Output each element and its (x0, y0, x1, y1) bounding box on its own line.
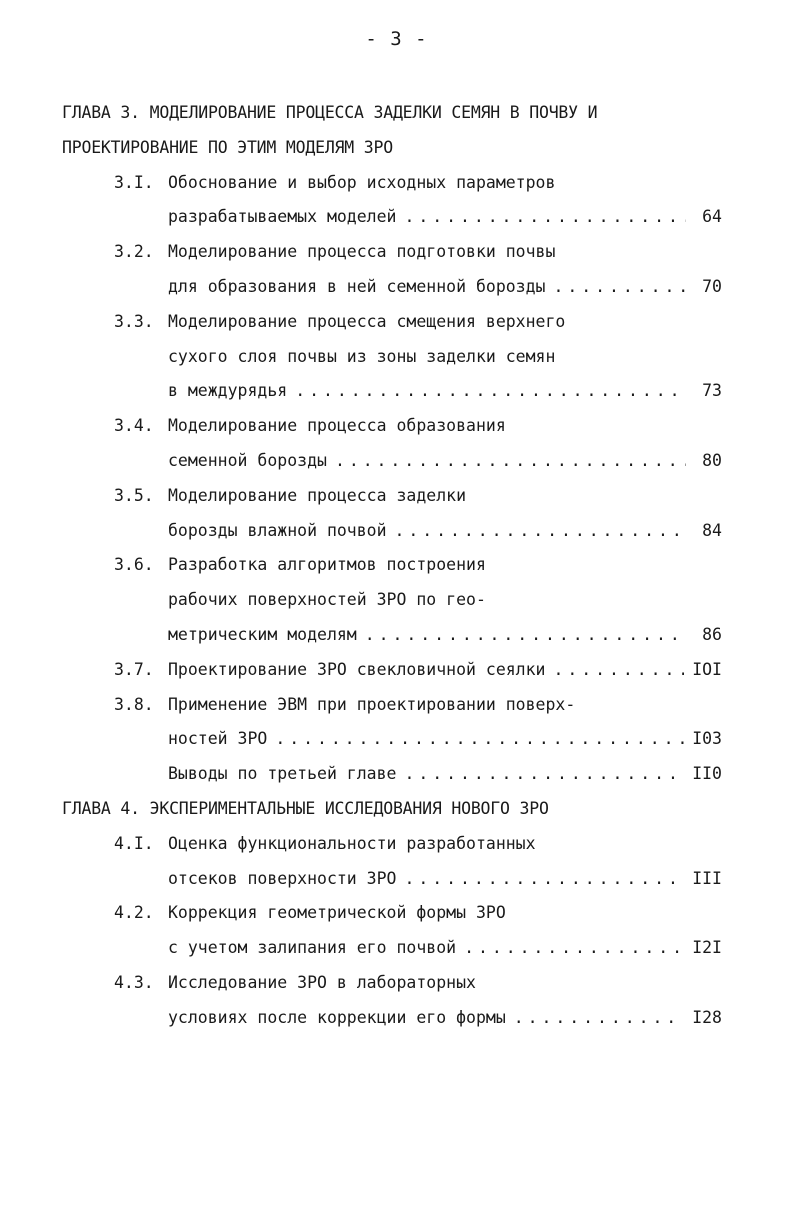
section-number: 3.2. (114, 242, 154, 262)
toc-entry-3-5 (62, 479, 722, 514)
dot-leader (554, 270, 687, 305)
section-number: 3.5. (114, 485, 154, 505)
section-title-cont: в междурядья (168, 381, 288, 401)
dot-leader (404, 862, 684, 897)
toc-entry-4-1-cont (62, 862, 722, 897)
dot-leader (295, 374, 686, 409)
section-number: 3.8. (114, 694, 154, 714)
dot-leader (404, 200, 686, 235)
toc-entry-3-3-cont-1 (62, 340, 722, 375)
section-number: 3.3. (114, 311, 154, 331)
section-number: 4.2. (114, 903, 154, 923)
toc-entry-4-3-cont (62, 1001, 722, 1036)
toc-entry-3-6-cont-2 (62, 618, 722, 653)
page-ref: 84 (702, 520, 722, 540)
section-number: 3.I. (114, 172, 154, 192)
section-number: 4.I. (114, 833, 154, 853)
section-title-cont: сухого слоя почвы из зоны заделки семян (168, 346, 556, 366)
section-number: 3.7. (114, 659, 154, 679)
toc-entry-conclusions-3 (62, 757, 722, 792)
toc-entry-3-5-cont (62, 514, 722, 549)
section-title-cont: борозды влажной почвой (168, 520, 387, 540)
section-title: Применение ЭВМ при проектировании поверх- (168, 694, 576, 714)
section-title: Коррекция геометрической формы ЗРО (168, 903, 506, 923)
section-title: Проектирование ЗРО свекловичной сеялки (168, 659, 546, 679)
toc-entry-4-1 (62, 827, 722, 862)
toc-entry-3-7 (62, 653, 722, 688)
dot-leader (554, 653, 685, 688)
section-title: Разработка алгоритмов построения (168, 555, 486, 575)
section-number: 3.6. (114, 555, 154, 575)
page-ref: 86 (702, 624, 722, 644)
section-title-cont: разрабатываемых моделей (168, 207, 397, 227)
section-title-cont: метрическим моделям (168, 624, 357, 644)
section-title-cont: с учетом залипания его почвой (168, 938, 457, 958)
toc-entry-4-2-cont (62, 931, 722, 966)
page-ref: 80 (702, 450, 722, 470)
section-title: Исследование ЗРО в лабораторных (168, 972, 476, 992)
page-ref: I03 (692, 729, 722, 749)
page-ref: 70 (702, 276, 722, 296)
dot-leader (514, 1001, 684, 1036)
dot-leader (335, 444, 686, 479)
section-title-cont: отсеков поверхности ЗРО (168, 868, 397, 888)
toc-entry-3-3-cont-2 (62, 374, 722, 409)
toc-entry-3-3 (62, 305, 722, 340)
section-title: Выводы по третьей главе (168, 764, 397, 784)
page-ref: I2I (692, 938, 722, 958)
toc-entry-3-1-cont (62, 200, 722, 235)
chapter-4-title: ГЛАВА 4. ЭКСПЕРИМЕНТАЛЬНЫЕ ИССЛЕДОВАНИЯ НОВОГО ЗРО (62, 798, 549, 818)
toc-entry-4-2 (62, 896, 722, 931)
page-ref: 64 (702, 207, 722, 227)
section-title-cont: условиях после коррекции его формы (168, 1007, 506, 1027)
chapter-3-title-line-2: ПРОЕКТИРОВАНИЕ ПО ЭТИМ МОДЕЛЯМ ЗРО (62, 137, 393, 157)
toc-entry-3-8 (62, 688, 722, 723)
section-title: Моделирование процесса подготовки почвы (168, 242, 556, 262)
section-number: 3.4. (114, 416, 154, 436)
page-ref: III (692, 868, 722, 888)
section-title: Моделирование процесса образования (168, 416, 506, 436)
page-ref: 73 (702, 381, 722, 401)
toc-entry-3-4 (62, 409, 722, 444)
dot-leader (464, 931, 684, 966)
toc-entry-3-2-cont (62, 270, 722, 305)
toc-entry-4-3 (62, 966, 722, 1001)
section-title-cont: семенной борозды (168, 450, 327, 470)
section-title: Оценка функциональности разработанных (168, 833, 536, 853)
dot-leader (275, 722, 684, 757)
toc-entry-3-4-cont (62, 444, 722, 479)
toc-entry-3-6 (62, 548, 722, 583)
section-title-cont: ностей ЗРО (168, 729, 268, 749)
section-title: Обоснование и выбор исходных параметров (168, 172, 556, 192)
toc-entry-3-6-cont-1 (62, 583, 722, 618)
page-ref: II0 (692, 764, 722, 784)
dot-leader (365, 618, 686, 653)
dot-leader (395, 514, 686, 549)
page-ref: I28 (692, 1007, 722, 1027)
section-title: Моделирование процесса смещения верхнего (168, 311, 566, 331)
dot-leader (404, 757, 684, 792)
toc-entry-3-8-cont (62, 722, 722, 757)
chapter-3-title-line-1: ГЛАВА 3. МОДЕЛИРОВАНИЕ ПРОЦЕССА ЗАДЕЛКИ СЕМЯН В ПОЧВУ И (62, 103, 598, 122)
section-title-cont: рабочих поверхностей ЗРО по гео- (168, 590, 486, 610)
table-of-contents (62, 96, 722, 1036)
section-title: Моделирование процесса заделки (168, 485, 467, 505)
toc-entry-3-1 (62, 166, 722, 201)
section-number: 4.3. (114, 972, 154, 992)
page-number: - 3 - (365, 28, 428, 50)
section-title-cont: для образования в ней семенной борозды (168, 276, 546, 296)
toc-entry-3-2 (62, 235, 722, 270)
page-ref: IOI (692, 659, 722, 679)
